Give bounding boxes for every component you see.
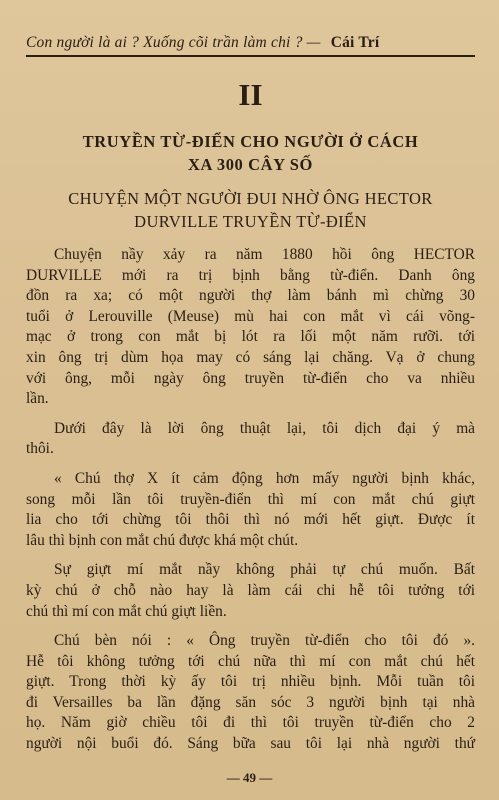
text-line: lia cho tới chừng tôi thôi thì nó mới hết giựt. Được ít [26,511,475,529]
text-line: Sự giựt mí mắt nầy không phải tự chú muốn. Bất [54,561,475,579]
text-line: người nội buổi đó. Sáng bữa sau tôi lại nhà người thứ [26,735,475,753]
text-line: lần. [26,390,49,408]
header-rule [26,55,475,57]
page-number: — 49 — [226,770,273,785]
text-line: kỳ chú ở chỗ nào hay là làm cái chi hễ tôi tưởng tới [26,581,475,599]
paragraph [26,419,475,460]
running-header [26,0,475,52]
text-line: DURVILLE mới ra trị bịnh bằng từ-điển. Danh ông [26,266,475,284]
text-line: Chuyện nầy xảy ra năm 1880 hồi ông HECTOR [54,246,475,263]
header-quote: Con người là ai ? Xuống cõi trần làm chi ? — [26,34,321,51]
chapter-title [26,130,475,176]
chapter-number: II [238,77,263,112]
text-line: giựt. Trong thời kỳ ấy tôi trị nhiều bịnh. Mỗi tuần tôi [26,673,475,691]
text-line: chú thì mí con mắt chú giựt liền. [26,602,227,620]
text-line: xin ông trị dùm họa may có sáng lại chăng. Vạ ở chung [26,348,475,366]
paragraph [26,631,475,755]
text-line: « Chú thợ X ít cảm động hơn mấy người bịnh khác, [54,469,475,487]
text-line: họ. Năm giờ chiều tôi đi thì tôi truyền từ-điển cho 2 [26,714,475,732]
paragraph [26,245,475,410]
header-author: Cái Trí [330,34,380,51]
body-text [26,245,475,755]
chapter-subtitle-line: DURVILLE TRUYỀN TỪ-ĐIỂN [134,212,367,231]
text-line: đi Versailles ba lần đặng săn sóc 3 người bịnh tại nhà [26,693,475,711]
text-line: lâu thì bịnh con mắt chú được khá một chút. [26,531,299,549]
text-line: song mỗi lần tôi truyền-điển thì mí con mắt chú giựt [26,490,475,508]
paragraph [26,469,475,551]
text-line: Dưới đây là lời ông thuật lại, tôi dịch đại ý mà [54,419,475,437]
chapter-subtitle [26,187,475,233]
text-line: thôi. [26,440,54,458]
text-line: mạc ở trong con mắt bị lót ra lối một năm rưỡi. tới [26,328,475,346]
chapter-title-line: XA 300 CÂY SỐ [188,155,313,174]
chapter-title-line: TRUYỀN TỪ-ĐIỂN CHO NGƯỜI Ở CÁCH [82,132,419,151]
text-line: tuổi ở Lerouville (Meuse) mù hai con mắt vì cái võng- [26,307,475,325]
text-line: đồn ra xa; có một người thợ làm bánh mì chừng 30 [26,287,475,305]
text-line: Hễ tôi không tưởng tới chú nữa thì mí con mắt chú hết [26,652,475,670]
paragraph [26,560,475,622]
text-line: với ông, mỗi ngày ông truyền từ-điển cho va nhiều [26,369,475,387]
text-line: Chú bèn nói : « Ông truyền từ-điển cho tôi đó ». [54,632,475,650]
chapter-subtitle-line: CHUYỆN MỘT NGƯỜI ĐUI NHỜ ÔNG HECTOR [68,189,433,208]
